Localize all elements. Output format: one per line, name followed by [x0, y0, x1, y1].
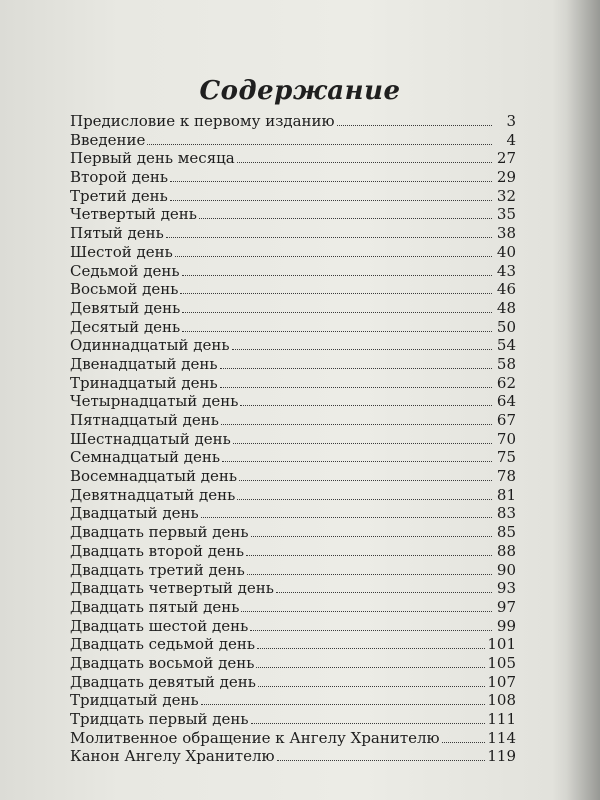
toc-entry-label: Двадцать первый день: [70, 523, 249, 542]
toc-dot-leader: [220, 387, 492, 388]
toc-entry: [70, 729, 516, 748]
toc-entry-label: Молитвенное обращение к Ангелу Хранителю: [70, 728, 440, 747]
toc-entry-page-number: 83: [496, 504, 516, 523]
toc-entry-label: Семнадцатый день: [70, 448, 221, 467]
toc-entry: [70, 355, 516, 374]
toc-entry: [70, 448, 516, 467]
toc-entry-label: Девятый день: [70, 298, 181, 317]
toc-entry-page-number: 38: [496, 224, 516, 243]
toc-dot-leader: [250, 630, 492, 631]
toc-entry-label: Девятнадцатый день: [70, 485, 236, 504]
toc-dot-leader: [258, 686, 485, 687]
toc-entry-label: Четвертый день: [70, 205, 197, 224]
toc-entry: [70, 243, 516, 262]
toc-entry: [70, 430, 516, 449]
toc-entry: [70, 336, 516, 355]
toc-entry-page-number: 67: [496, 411, 516, 429]
toc-entry-label: Восемнадцатый день: [70, 467, 238, 486]
toc-dot-leader: [221, 424, 492, 425]
toc-entry: [70, 598, 516, 617]
toc-entry-label: Третий день: [70, 186, 168, 205]
toc-dot-leader: [222, 461, 492, 462]
toc-entry-label: Тринадцатый день: [70, 373, 218, 392]
toc-entry-label: Тридцать первый день: [70, 710, 249, 728]
toc-entry: [70, 187, 516, 206]
toc-entry: [70, 673, 516, 692]
toc-dot-leader: [201, 517, 492, 518]
toc-entry: [70, 504, 516, 523]
toc-entry-page-number: 32: [496, 186, 516, 205]
toc-dot-leader: [251, 536, 492, 537]
toc-dot-leader: [170, 200, 492, 201]
toc-entry-page-number: 48: [496, 298, 516, 317]
toc-entry-label: Двадцать девятый день: [70, 672, 256, 691]
toc-entry: [70, 411, 516, 430]
toc-entry-label: Четырнадцатый день: [70, 392, 239, 411]
toc-entry: [70, 523, 516, 542]
toc-entry-label: Одиннадцатый день: [70, 336, 230, 355]
toc-dot-leader: [276, 592, 492, 593]
toc-entry: [70, 561, 516, 580]
toc-dot-leader: [239, 480, 492, 481]
toc-entry: [70, 691, 516, 710]
toc-entry: [70, 747, 516, 766]
toc-entry-label: Пятнадцатый день: [70, 411, 219, 429]
toc-entry-page-number: 43: [496, 261, 516, 280]
toc-dot-leader: [442, 742, 486, 743]
toc-dot-leader: [220, 368, 492, 369]
toc-entry-page-number: 54: [496, 336, 516, 355]
toc-dot-leader: [166, 237, 492, 238]
toc-entry: [70, 168, 516, 187]
toc-entry-label: Шестнадцатый день: [70, 429, 231, 448]
toc-entry-page-number: 81: [496, 485, 516, 504]
toc-dot-leader: [237, 162, 492, 163]
toc-entry: [70, 617, 516, 636]
toc-entry: [70, 392, 516, 411]
toc-entry: [70, 467, 516, 486]
toc-dot-leader: [277, 760, 486, 761]
toc-entry-page-number: 97: [496, 597, 516, 616]
toc-entry-label: Второй день: [70, 168, 169, 187]
toc-dot-leader: [199, 218, 492, 219]
toc-entry: [70, 579, 516, 598]
toc-entry-label: Двадцатый день: [70, 504, 199, 523]
toc-entry-page-number: 40: [496, 242, 516, 261]
toc-entry-page-number: 29: [496, 168, 516, 187]
toc-entry-label: Шестой день: [70, 242, 173, 261]
toc-entry-page-number: 101: [487, 635, 516, 654]
toc-dot-leader: [241, 611, 492, 612]
toc-entry-page-number: 93: [496, 579, 516, 598]
toc-entry: [70, 262, 516, 281]
toc-entry: [70, 542, 516, 561]
toc-dot-leader: [237, 499, 492, 500]
toc-dot-leader: [232, 349, 492, 350]
toc-entry: [70, 374, 516, 393]
toc-dot-leader: [337, 125, 492, 126]
toc-entry-page-number: 78: [496, 467, 516, 486]
toc-entry-page-number: 3: [506, 112, 516, 130]
toc-entry-page-number: 75: [496, 448, 516, 467]
toc-entry-label: Тридцатый день: [70, 691, 199, 710]
toc-entry: [70, 299, 516, 318]
toc-dot-leader: [175, 256, 492, 257]
toc-entry: [70, 710, 516, 729]
toc-entry-label: Первый день месяца: [70, 149, 235, 168]
toc-entry-label: Двадцать седьмой день: [70, 635, 256, 654]
toc-dot-leader: [182, 275, 493, 276]
toc-entry: [70, 224, 516, 243]
toc-entry-label: Двадцать четвертый день: [70, 579, 274, 598]
toc-dot-leader: [180, 293, 492, 294]
toc-dot-leader: [257, 648, 485, 649]
toc-dot-leader: [182, 331, 492, 332]
toc-entry-page-number: 58: [496, 354, 516, 373]
toc-entry-page-number: 85: [496, 523, 516, 542]
toc-entry-label: Десятый день: [70, 317, 181, 336]
toc-dot-leader: [147, 144, 492, 145]
page-title: Содержание: [199, 76, 401, 106]
page-edge-shadow: [566, 0, 600, 800]
toc-entry-label: Введение: [70, 130, 146, 149]
toc-entry-page-number: 35: [496, 205, 516, 224]
toc-dot-leader: [182, 312, 492, 313]
toc-entry-page-number: 114: [487, 728, 516, 747]
toc-entry-page-number: 70: [496, 429, 516, 448]
toc-entry-page-number: 99: [496, 616, 516, 635]
toc-entry: [70, 654, 516, 673]
table-of-contents: [70, 112, 516, 766]
toc-entry-label: Двадцать пятый день: [70, 597, 240, 616]
toc-entry-page-number: 88: [496, 541, 516, 560]
toc-entry-label: Предисловие к первому изданию: [70, 112, 335, 130]
toc-dot-leader: [251, 723, 486, 724]
toc-entry-label: Двадцать третий день: [70, 560, 245, 579]
toc-entry: [70, 149, 516, 168]
toc-entry-page-number: 27: [496, 149, 516, 168]
toc-entry: [70, 280, 516, 299]
toc-entry-page-number: 108: [487, 691, 516, 710]
toc-entry: [70, 635, 516, 654]
toc-entry-page-number: 64: [496, 392, 516, 411]
toc-entry-page-number: 62: [496, 373, 516, 392]
toc-dot-leader: [201, 704, 486, 705]
toc-entry-page-number: 4: [506, 130, 516, 149]
toc-entry: [70, 318, 516, 337]
toc-entry-page-number: 90: [496, 560, 516, 579]
toc-entry-label: Канон Ангелу Хранителю: [70, 747, 275, 766]
toc-entry-label: Пятый день: [70, 224, 164, 243]
toc-entry: [70, 205, 516, 224]
toc-entry-page-number: 50: [496, 317, 516, 336]
toc-entry-page-number: 105: [487, 653, 516, 672]
toc-dot-leader: [240, 405, 492, 406]
toc-entry: [70, 112, 516, 131]
toc-entry-label: Двадцать восьмой день: [70, 653, 255, 672]
toc-entry-page-number: 119: [487, 747, 516, 766]
toc-dot-leader: [246, 555, 492, 556]
toc-dot-leader: [170, 181, 492, 182]
toc-entry-label: Седьмой день: [70, 261, 180, 280]
toc-dot-leader: [247, 574, 492, 575]
toc-entry-label: Восьмой день: [70, 280, 179, 299]
toc-entry: [70, 486, 516, 505]
toc-entry-page-number: 46: [496, 280, 516, 299]
toc-entry: [70, 131, 516, 150]
toc-entry-label: Двадцать шестой день: [70, 616, 249, 635]
toc-entry-page-number: 107: [487, 672, 516, 691]
toc-dot-leader: [233, 443, 492, 444]
toc-entry-page-number: 111: [487, 710, 516, 728]
toc-entry-label: Двенадцатый день: [70, 354, 218, 373]
toc-dot-leader: [256, 667, 485, 668]
toc-entry-label: Двадцать второй день: [70, 541, 245, 560]
